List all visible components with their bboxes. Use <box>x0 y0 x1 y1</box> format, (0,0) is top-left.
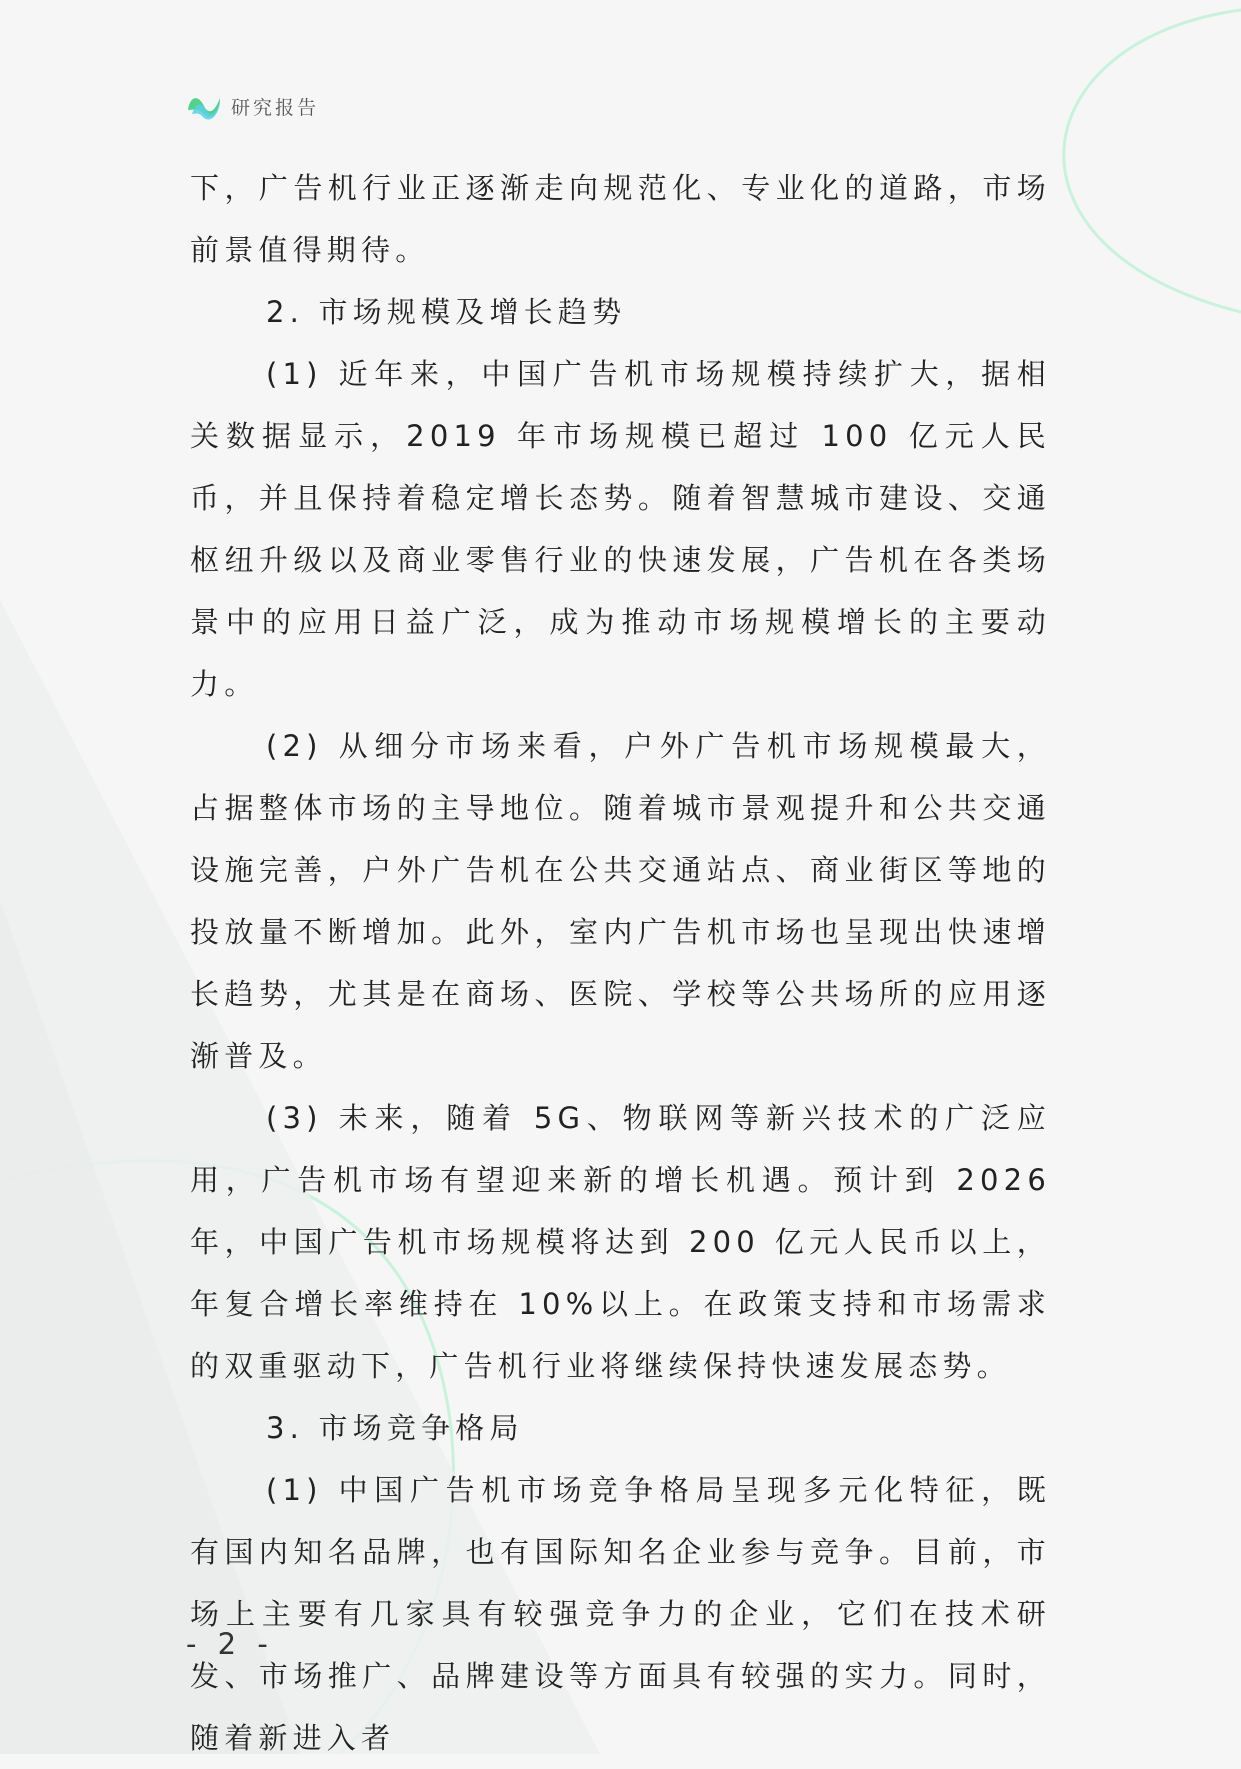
paragraph-3: (3) 未来，随着 5G、物联网等新兴技术的广泛应用，广告机市场有望迎来新的增长机遇。预计到 2026 年，中国广告机市场规模将达到 200 亿元人民币以上，年复合增长率维持在 10%以上。在政策支持和市场需求的双重驱动下，广告机行业将继续保持快速发展态势。 <box>190 1101 1051 1383</box>
paragraph-2: (2) 从细分市场来看，户外广告机市场规模最大，占据整体市场的主导地位。随着城市景观提升和公共交通设施完善，户外广告机在公共交通站点、商业街区等地的投放量不断增加。此外，室内广告机市场也呈现出快速增长趋势，尤其是在商场、医院、学校等公共场所的应用逐渐普及。 <box>190 729 1051 1073</box>
header-title: 研究报告 <box>231 96 320 119</box>
paragraph-1: (1) 近年来，中国广告机市场规模持续扩大，据相关数据显示，2019 年市场规模已超过 100 亿元人民币，并且保持着稳定增长态势。随着智慧城市建设、交通枢纽升级以及商业零售行业的快速发展，广告机在各类场景中的应用日益广泛，成为推动市场规模增长的主要动力。 <box>190 357 1051 701</box>
page-number: - 2 - <box>186 1627 274 1661</box>
paragraph-continuation: 下，广告机行业正逐渐走向规范化、专业化的道路，市场前景值得期待。 <box>190 171 1051 267</box>
paragraph-4: (1) 中国广告机市场竞争格局呈现多元化特征，既有国内知名品牌，也有国际知名企业参与竞争。目前，市场上主要有几家具有较强竞争力的企业，它们在技术研发、市场推广、品牌建设等方面具有较强的实力。同时，随着新进入者 <box>190 1473 1051 1755</box>
document-body <box>190 157 1051 1769</box>
section-heading-competition: 3. 市场竞争格局 <box>266 1411 524 1445</box>
report-header <box>186 88 319 124</box>
report-logo-icon <box>186 88 222 124</box>
section-heading-market-size: 2. 市场规模及增长趋势 <box>266 295 627 329</box>
